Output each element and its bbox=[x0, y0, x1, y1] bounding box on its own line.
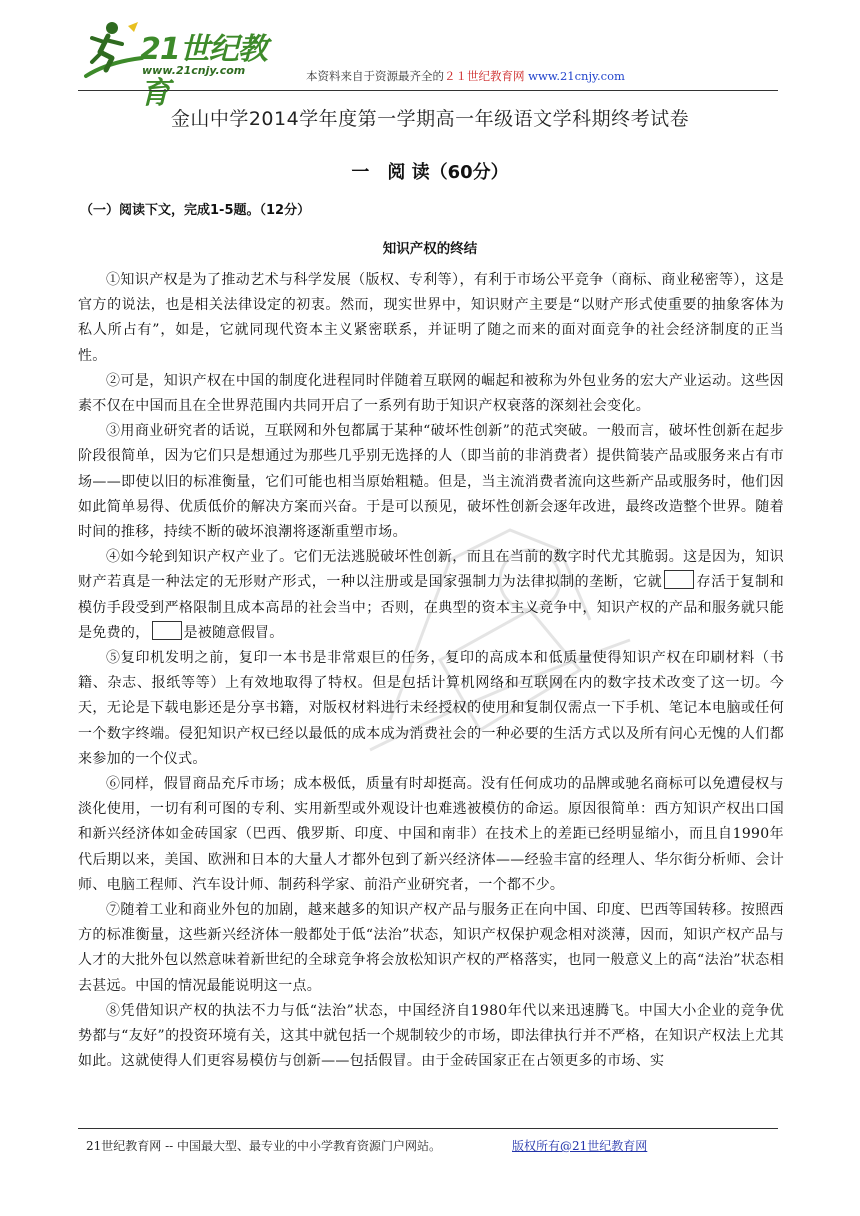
running-figure-icon bbox=[78, 18, 148, 84]
paragraph-8: ⑧凭借知识产权的执法不力与低“法治”状态，中国经济自1980年代以来迅速腾飞。中国大小企业的竞争优势都与“友好”的投资环境有关，这其中就包括一个规制较少的市场，即法律执行并不严格，在知识产权法上尤其如此。这就使得人们更容易模仿与创新——包括假冒。由于金砖国家正在占领更多的市场、实 bbox=[78, 1002, 784, 1070]
header-brand-link[interactable]: ２１世纪教育网 bbox=[444, 69, 525, 83]
page-header bbox=[0, 0, 860, 111]
footer-site-description: 21世纪教育网 -- 中国最大型、最专业的中小学教育资源门户网站。 bbox=[86, 1139, 442, 1153]
logo-text: 21世纪教育 bbox=[140, 32, 267, 111]
fill-in-blank-1[interactable] bbox=[664, 570, 694, 589]
paragraph-4-part-b: 存活于复制和模仿手段受到严格限制且成本高昂的社会当中；否则，在典型的资本主义竞争中，知识产权的产品和服务就只能是免费的， bbox=[78, 574, 784, 641]
paragraph-1: ①知识产权是为了推动艺术与科学发展（版权、专利等），有利于市场公平竞争（商标、商业秘密等），这是官方的说法，也是相关法律设定的初衷。然而，现实世界中，知识财产主要是“以财产形式使重要的抽象客体为私人所占有”，如是，它就同现代资本主义紧密联系，并证明了随之而来的面对面竞争的社会经济制度的正当性。 bbox=[78, 272, 784, 364]
header-divider bbox=[78, 90, 778, 91]
header-note-prefix: 本资料来自于资源最齐全的 bbox=[306, 69, 444, 83]
header-source-note bbox=[306, 68, 625, 84]
paragraph-4 bbox=[78, 545, 784, 646]
paragraph-2: ②可是，知识产权在中国的制度化进程同时伴随着互联网的崛起和被称为外包业务的宏大产业运动。这些因素不仅在中国而且在全世界范围内共同开启了一系列有助于知识产权衰落的深刻社会变化。 bbox=[78, 372, 784, 415]
paragraph-7: ⑦随着工业和商业外包的加剧，越来越多的知识产权产品与服务正在向中国、印度、巴西等国转移。按照西方的标准衡量，这些新兴经济体一般都处于低“法治”状态，知识产权保护观念相对淡薄，因而，知识产权产品与人才的大批外包以然意味着新世纪的全球竞争将会放松知识产权的严格落实，也同一般意义上的高“法治”状态相去甚远。中国的情况最能说明这一点。 bbox=[78, 902, 784, 994]
article-title: 知识产权的终结 bbox=[382, 241, 478, 257]
footer-copyright-link[interactable]: 版权所有@21世纪教育网 bbox=[512, 1139, 648, 1153]
logo-url: www.21cnjy.com bbox=[142, 64, 246, 77]
section-title: 一 阅 读（60分） bbox=[351, 162, 509, 183]
paragraph-5: ⑤复印机发明之前，复印一本书是非常艰巨的任务，复印的高成本和低质量使得知识产权在印刷材料（书籍、杂志、报纸等等）上有效地取得了特权。但是包括计算机网络和互联网在内的数字技术改变了这一切。今天，无论是下载电影还是分享书籍，对版权材料进行未经授权的使用和复制仅需点一下手机、笔记本电脑或任何一个数字终端。侵犯知识产权已经以最低的成本成为消费社会的一种必要的生活方式以及所有问心无愧的人们都来参加的一个仪式。 bbox=[78, 650, 784, 767]
paragraph-3: ③用商业研究者的话说，互联网和外包都属于某种“破坏性创新”的范式突破。一般而言，破坏性创新在起步阶段很简单，因为它们只是想通过为那些几乎别无选择的人（即当前的非消费者）提供简装产品或服务来占有市场——即使以旧的标准衡量，它们可能也相当原始粗糙。但是，当主流消费者流向这些新产品或服务时，他们因如此简单易得、优质低价的解决方案而兴奋。于是可以预见，破坏性创新会逐年改进，最终改造整个世界。随着时间的推移，持续不断的破坏浪潮将逐渐重塑市场。 bbox=[78, 423, 784, 541]
exam-title: 金山中学2014学年度第一学期高一年级语文学科期终考试卷 bbox=[170, 108, 690, 130]
paragraph-6: ⑥同样，假冒商品充斥市场；成本极低，质量有时却挺高。没有任何成功的品牌或驰名商标可以免遭侵权与淡化使用，一切有利可图的专利、实用新型或外观设计也难逃被模仿的命运。原因很简单：西方知识产权出口国和新兴经济体如金砖国家（巴西、俄罗斯、印度、中国和南非）在技术上的差距已经明显缩小，而且自1990年代后期以来，美国、欧洲和日本的大量人才都外包到了新兴经济体——经验丰富的经理人、华尔街分析师、会计师、电脑工程师、汽车设计师、制药科学家、前沿产业研究者，一个都不少。 bbox=[78, 776, 784, 893]
fill-in-blank-2[interactable] bbox=[152, 621, 182, 640]
paragraph-4-part-a: ④如今轮到知识产权产业了。它们无法逃脱破坏性创新，而且在当前的数字时代尤其脆弱。这是因为，知识财产若真是一种法定的无形财产形式，一种以注册或是国家强制力为法律拟制的垄断，它就 bbox=[78, 549, 784, 591]
site-logo[interactable] bbox=[78, 18, 288, 111]
part-heading: （一）阅读下文，完成1-5题。（12分） bbox=[80, 203, 311, 218]
footer-divider bbox=[78, 1128, 778, 1129]
header-url-link[interactable]: www.21cnjy.com bbox=[528, 69, 625, 83]
paragraph-4-part-c: 是被随意假冒。 bbox=[183, 624, 284, 641]
article-body bbox=[78, 268, 784, 1075]
